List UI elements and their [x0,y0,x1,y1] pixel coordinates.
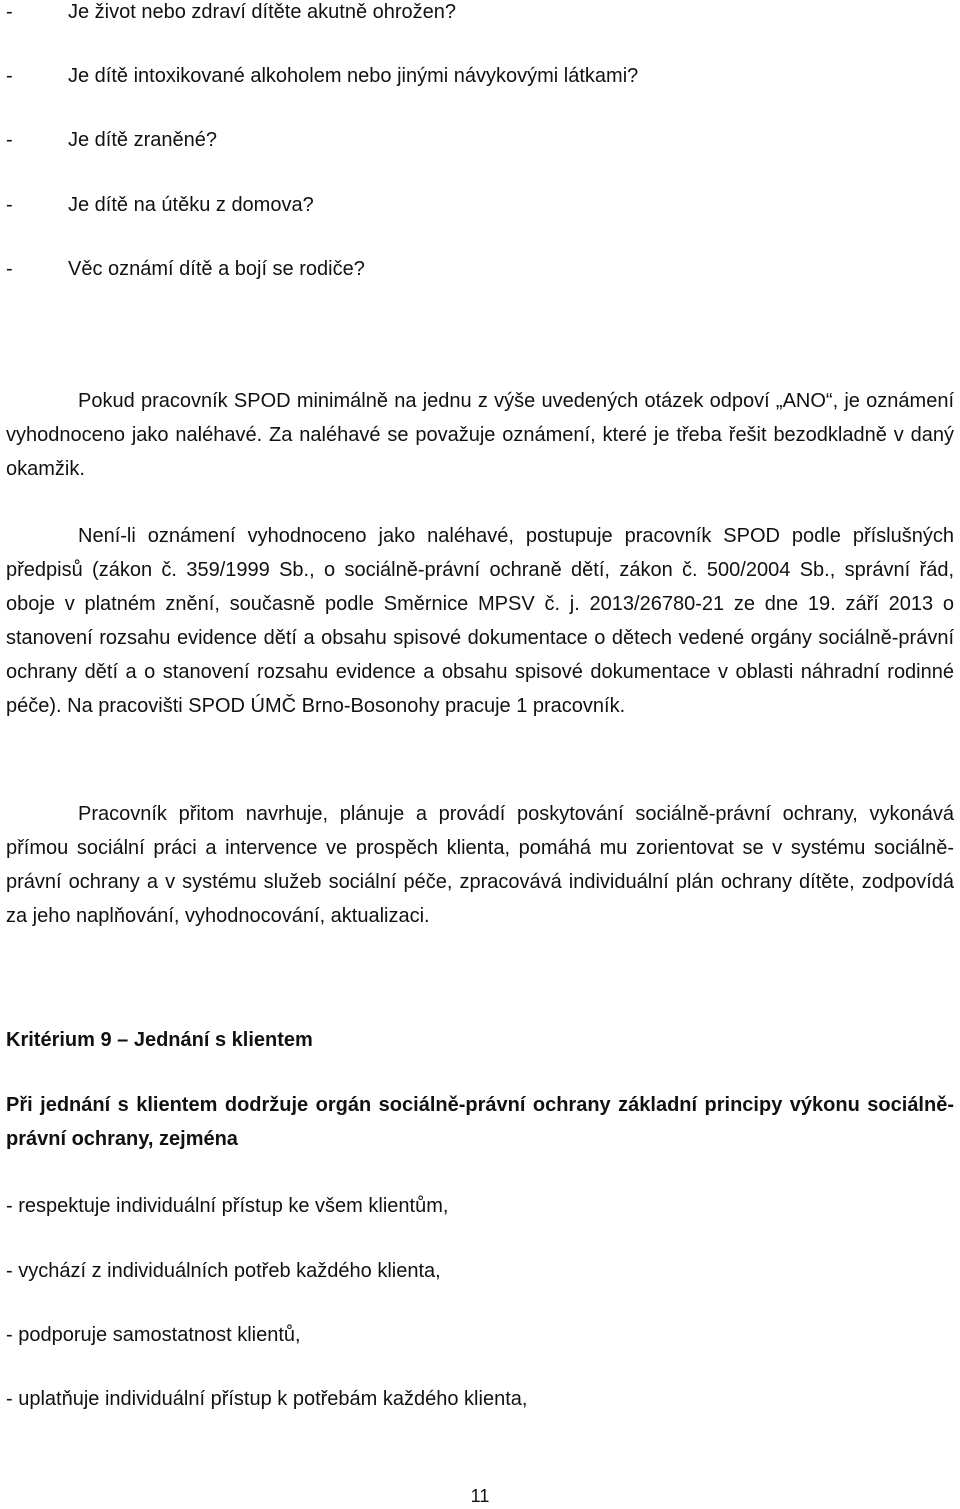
question-item: Je dítě na útěku z domova? [68,194,314,216]
criterion-heading: Kritérium 9 – Jednání s klientem [6,1029,313,1051]
question-item: Je dítě intoxikované alkoholem nebo jinými návykovými látkami? [68,65,639,87]
criterion-intro: Při jednání s klientem dodržuje orgán sociálně-právní ochrany základní principy výkonu sociálně-právní ochrany, zejména [6,1094,954,1150]
principle-item: - uplatňuje individuální přístup k potřebám každého klienta, [6,1388,528,1410]
list-dash: - [6,129,13,151]
paragraph-text: Pracovník přitom navrhuje, plánuje a provádí poskytování sociálně-právní ochrany, vykonává přímou sociální práci a intervence ve prospěch klienta, pomáhá mu zorientovat se v systému sociálně-právní ochrany a v systému služeb sociální péče, zpracovává individuální plán ochrany dítěte, zodpovídá za jeho naplňování, vyhodnocování, aktualizaci. [6,803,954,927]
question-item: Je dítě zraněné? [68,129,217,151]
paragraph-text: Není-li oznámení vyhodnoceno jako naléhavé, postupuje pracovník SPOD podle příslušných předpisů (zákon č. 359/1999 Sb., o sociálně-právní ochraně dětí, zákon č. 500/2004 Sb., správní řád, oboje v platném znění, současně podle Směrnice MPSV č. j. 2013/26780-21 ze dne 19. září 2013 o stanovení rozsahu evidence dětí a obsahu spisové dokumentace o dětech vedené orgány sociálně-právní ochrany dětí a o stanovení rozsahu evidence a obsahu spisové dokumentace v oblasti náhradní rodinné péče). Na pracovišti SPOD ÚMČ Brno-Bosonohy pracuje 1 pracovník. [6,525,954,717]
paragraph-text: Pokud pracovník SPOD minimálně na jednu z výše uvedených otázek odpoví „ANO“, je oznámení vyhodnoceno jako naléhavé. Za naléhavé se považuje oznámení, které je třeba řešit bezodkladně v daný okamžik. [6,390,954,480]
list-dash: - [6,65,13,87]
paragraph-urgency [6,384,954,486]
question-item: Je život nebo zdraví dítěte akutně ohrožen? [68,1,457,23]
paragraph-procedure [6,519,954,723]
question-item: Věc oznámí dítě a bojí se rodiče? [68,258,365,280]
principle-item: - respektuje individuální přístup ke všem klientům, [6,1195,449,1217]
list-dash: - [6,1,13,23]
page-number: 11 [470,1486,490,1506]
principle-item: - vychází z individuálních potřeb každého klienta, [6,1260,441,1282]
criterion-intro-block [6,1088,954,1156]
list-dash: - [6,258,13,280]
principle-item: - podporuje samostatnost klientů, [6,1324,301,1346]
paragraph-worker-duties [6,797,954,933]
list-dash: - [6,194,13,216]
